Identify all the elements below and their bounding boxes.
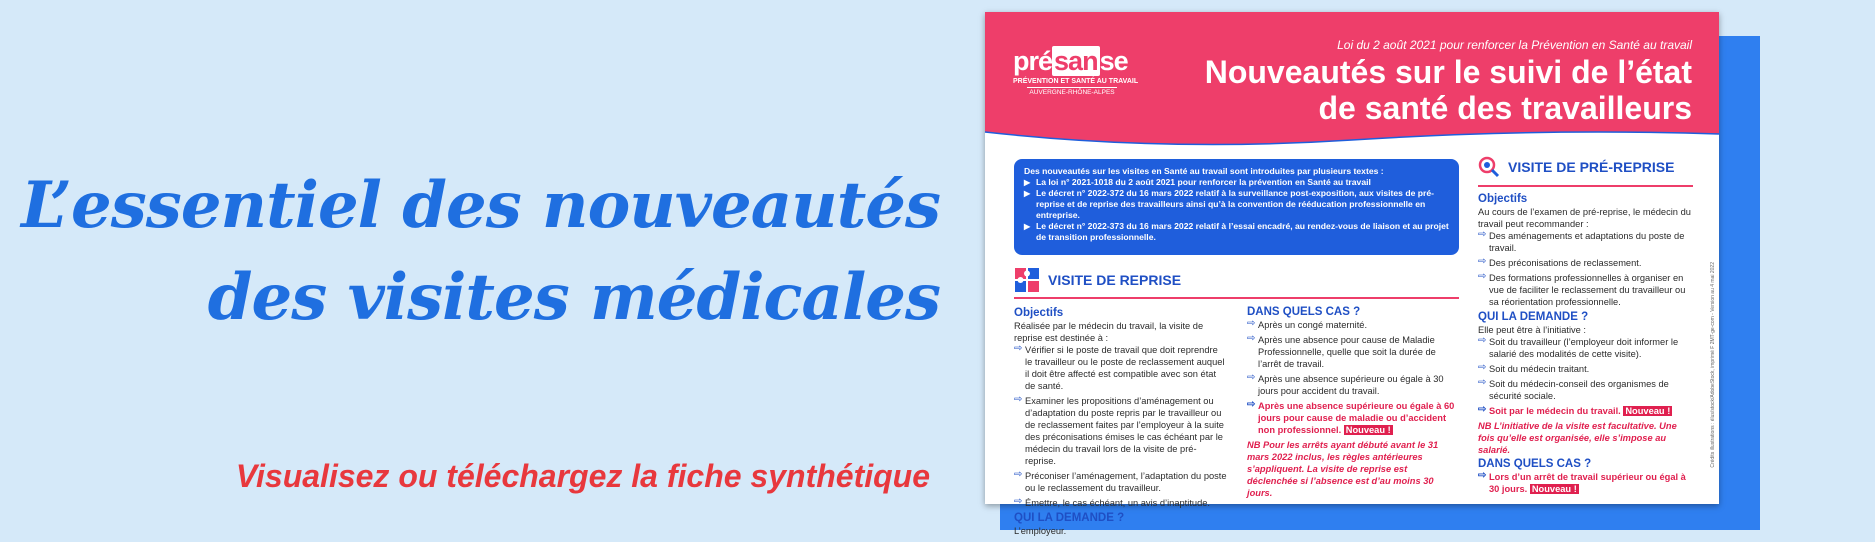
list-item: ⇨ Soit du travailleur (l’employeur doit informer le salarié des modalités de cette visite). — [1478, 336, 1693, 360]
headline-line-1: L’essentiel des nouveautés — [21, 168, 940, 243]
intro-item: ▶ Le décret n° 2022-373 du 16 mars 2022 relatif à l’essai encadré, au rendez-vous de liaison et au projet de transition professionnelle. — [1024, 221, 1449, 243]
list-item: ⇨ Émettre, le cas échéant, un avis d’inaptitude. — [1014, 497, 1227, 509]
list-item: ⇨ Vérifier si le poste de travail que doit reprendre le travailleur ou le poste de reclassement auquel il doit être affecté est compatible avec son état de santé. — [1014, 344, 1227, 392]
list-item: ⇨ Soit du médecin-conseil des organismes de sécurité sociale. — [1478, 378, 1693, 402]
document-header — [985, 12, 1719, 152]
list-item: ⇨ Après une absence supérieure ou égale à 30 jours pour accident du travail. — [1247, 373, 1460, 397]
document-preview[interactable] — [985, 12, 1719, 536]
list-item: ⇨ Soit du médecin traitant. — [1478, 363, 1693, 375]
presanse-logo: présanse PRÉVENTION ET SANTÉ AU TRAVAIL AUVERGNE-RHÔNE-ALPES — [1013, 46, 1139, 96]
reprise-cas: DANS QUELS CAS ? ⇨ Après un congé maternité. ⇨ Après une absence pour cause de Maladie Professionnelle, quelle que soit la durée de l’arrêt de travail. ⇨ Après une absence supérieure ou égale à 30 jours pour accident du travail. ⇨ Après une absence supérieure ou égale à 60 jours pour cause de maladie ou d’accident non professionnel. Nouveau ! NB Pour les arrêts ayant débuté avant le 31 mars 2022 inclus, les règles antérieures s’appliquent. La visite de reprise est déclenchée si l’absence est d’au moins 30 jours. — [1247, 304, 1460, 499]
nb-note: NB L’initiative de la visite est facultative. Une fois qu’elle est organisée, elle s’impose au salarié. — [1478, 421, 1677, 455]
intro-item: ▶ La loi n° 2021-1018 du 2 août 2021 pour renforcer la prévention en Santé au travail — [1024, 177, 1449, 188]
intro-item: ▶ Le décret n° 2022-372 du 16 mars 2022 relatif à la surveillance post-exposition, aux visites de pré-reprise et de reprise des travailleurs ainsi qu’à la convention de rééducation professionnelle en entreprise. — [1024, 188, 1449, 221]
nb-note: NB Pour les arrêts ayant débuté avant le 31 mars 2022 inclus, les règles antérieures s’appliquent. La visite de reprise est déclenchée si l’absence est d’au moins 30 jours. — [1247, 440, 1439, 498]
banner-headline — [21, 160, 940, 344]
list-item: ⇨ Des formations professionnelles à organiser en vue de faciliter le reclassement du travailleur ou sa réorientation professionnelle. — [1478, 272, 1693, 308]
credits-text: Crédits illustrations : élus/stock/AdobeStock, imprimé F 2MT-ge-com - Version au 4 mai 2022 — [1710, 262, 1716, 468]
list-item: ⇨ Examiner les propositions d’aménagement ou d’adaptation du poste repris par le travailleur ou de reclassement faites par l’employeur à la suite des préconisations émises le cas échéant par le médecin du travail lors de la visite de pré-reprise. — [1014, 395, 1227, 467]
prereprise-header: VISITE DE PRÉ-REPRISE — [1478, 156, 1674, 178]
list-item: ⇨ Préconiser l’aménagement, l’adaptation du poste ou le reclassement du travailleur. — [1014, 470, 1227, 494]
list-item-new: ⇨ Soit par le médecin du travail. Nouveau ! — [1478, 405, 1693, 417]
nouveau-badge: Nouveau ! — [1625, 406, 1671, 416]
puzzle-icon — [1014, 267, 1040, 293]
list-item: ⇨ Des aménagements et adaptations du poste de travail. — [1478, 230, 1693, 254]
magnifier-icon — [1478, 156, 1500, 178]
cta-link[interactable]: Visualisez ou téléchargez la fiche synthétique — [235, 458, 930, 494]
list-item-new: ⇨ Lors d’un arrêt de travail supérieur ou égal à 30 jours. Nouveau ! — [1478, 471, 1693, 495]
divider — [1014, 297, 1459, 299]
list-item: ⇨ Après un congé maternité. — [1247, 319, 1460, 331]
intro-box: Des nouveautés sur les visites en Santé au travail sont introduites par plusieurs textes : ▶ La loi n° 2021-1018 du 2 août 2021 pour renforcer la prévention en Santé au travail ▶ Le décret n° 2022-372 du 16 mars 2022 relatif à la surveillance post-exposition, aux visites de pré-reprise et de reprise des travailleurs ainsi qu’à la convention de rééducation professionnelle en entreprise. ▶ Le décret n° 2022-373 du 16 mars 2022 relatif à l’essai encadré, au rendez-vous de liaison et au projet de transition professionnelle. — [1014, 159, 1459, 255]
header-wave — [985, 122, 1719, 152]
list-item-new: ⇨ Après une absence supérieure ou égale à 60 jours pour cause de maladie ou d’accident non professionnel. Nouveau ! — [1247, 400, 1460, 436]
prereprise-content: Objectifs Au cours de l’examen de pré-reprise, le médecin du travail peut recommander : ⇨ Des aménagements et adaptations du poste de travail. ⇨ Des préconisations de reclassement. ⇨ Des formations professionnelles à organiser en vue de faciliter le reclassement du travailleur ou sa réorientation professionnelle. QUI LA DEMANDE ? Elle peut être à l’initiative : ⇨ Soit du travailleur (l’employeur doit informer le salarié des modalités de cette visite). ⇨ Soit du médecin traitant. ⇨ Soit du médecin-conseil des organismes de sécurité sociale. ⇨ Soit par le médecin du travail. Nouveau ! NB L’initiative de la visite est facultative. Une fois qu’elle est organisée, elle s’impose au salarié. DANS QUELS CAS ? ⇨ Lors d’un arrêt de travail supérieur ou égal à 30 jours. Nouveau ! — [1478, 191, 1693, 498]
headline-line-2: des visites médicales — [207, 260, 940, 335]
nouveau-badge: Nouveau ! — [1345, 425, 1391, 435]
nouveau-badge: Nouveau ! — [1531, 484, 1577, 494]
list-item: ⇨ Des préconisations de reclassement. — [1478, 257, 1693, 269]
reprise-objectifs: Objectifs Réalisée par le médecin du travail, la visite de reprise est destinée à : ⇨ Vérifier si le poste de travail que doit reprendre le travailleur ou le poste de reclassement auquel il doit être affecté est compatible avec son état de santé. ⇨ Examiner les propositions d’aménagement ou d’adaptation du poste repris par le travailleur ou de reclassement faites par l’employeur à la suite des préconisations émises le cas échéant par le médecin du travail lors de la visite de pré-reprise. ⇨ Préconiser l’aménagement, l’adaptation du poste ou le reclassement du travailleur. ⇨ Émettre, le cas échéant, un avis d’inaptitude. QUI LA DEMANDE ? L’employeur. — [1014, 305, 1227, 537]
list-item: ⇨ Après une absence pour cause de Maladie Professionnelle, quelle que soit la durée de l’arrêt de travail. — [1247, 334, 1460, 370]
divider — [1478, 185, 1693, 187]
reprise-header: VISITE DE REPRISE — [1014, 267, 1181, 293]
law-subtitle: Loi du 2 août 2021 pour renforcer la Prévention en Santé au travail — [1337, 38, 1692, 52]
document-title: Nouveautés sur le suivi de l’état de santé des travailleurs — [1204, 54, 1692, 126]
